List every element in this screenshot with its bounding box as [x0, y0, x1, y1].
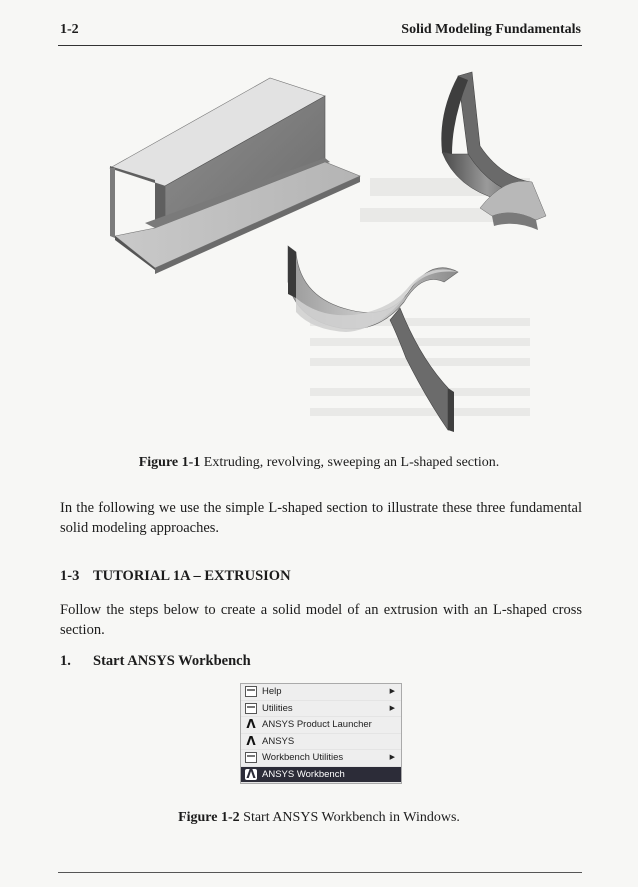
menu-item-label: Help — [262, 686, 282, 697]
menu-item-utilities[interactable] — [241, 701, 401, 718]
start-menu — [240, 683, 402, 784]
ansys-logo-icon: Λ — [246, 733, 256, 748]
menu-item-ansys-product-launcher[interactable] — [241, 717, 401, 734]
submenu-arrow-icon: ▶ — [389, 704, 395, 712]
footer-rule — [58, 872, 582, 873]
figure-1-1-caption — [0, 455, 638, 471]
menu-item-workbench-utilities[interactable] — [241, 750, 401, 767]
menu-item-label: ANSYS Product Launcher — [262, 719, 372, 730]
extruded-l-shape — [110, 78, 360, 274]
figure-1-1-text: Extruding, revolving, sweeping an L-shaped section. — [200, 455, 500, 470]
figure-1-2-label: Figure 1-2 — [178, 810, 240, 825]
step-number: 1. — [60, 653, 71, 669]
menu-item-label: Utilities — [262, 702, 293, 714]
submenu-arrow-icon: ▶ — [389, 754, 395, 761]
ansys-logo-icon: Λ — [246, 717, 256, 731]
menu-item-label: ANSYS Workbench — [262, 768, 345, 780]
figure-1-2-text: Start ANSYS Workbench in Windows. — [239, 810, 460, 825]
figure-1-2-caption — [0, 810, 638, 826]
program-group-icon — [245, 686, 257, 697]
section-number: 1-3 — [60, 568, 80, 584]
page-number: 1-2 — [60, 22, 79, 37]
menu-item-ansys[interactable] — [241, 734, 401, 751]
section-title: TUTORIAL 1A – EXTRUSION — [93, 568, 291, 584]
menu-item-ansys-workbench[interactable] — [241, 767, 401, 784]
figure-1-1-illustration — [60, 58, 580, 458]
figure-1-1-label: Figure 1-1 — [138, 455, 201, 470]
paragraph-intro: In the following we use the simple L-shaped section to illustrate these three fundamental solid modeling approaches. — [60, 500, 582, 536]
program-group-icon — [245, 752, 257, 763]
step-title: Start ANSYS Workbench — [93, 653, 251, 669]
header-rule — [58, 45, 582, 46]
paragraph-instructions: Follow the steps below to create a solid model of an extrusion with an L-shaped cross section. — [60, 602, 582, 638]
menu-item-label: ANSYS — [262, 735, 295, 747]
menu-item-help[interactable] — [241, 684, 401, 701]
running-title: Solid Modeling Fundamentals — [401, 22, 581, 37]
menu-item-label: Workbench Utilities — [262, 752, 344, 763]
revolved-l-shape — [441, 72, 546, 230]
ansys-workbench-icon: Λ — [246, 766, 256, 781]
program-group-icon — [245, 703, 257, 714]
submenu-arrow-icon: ▶ — [389, 688, 395, 695]
